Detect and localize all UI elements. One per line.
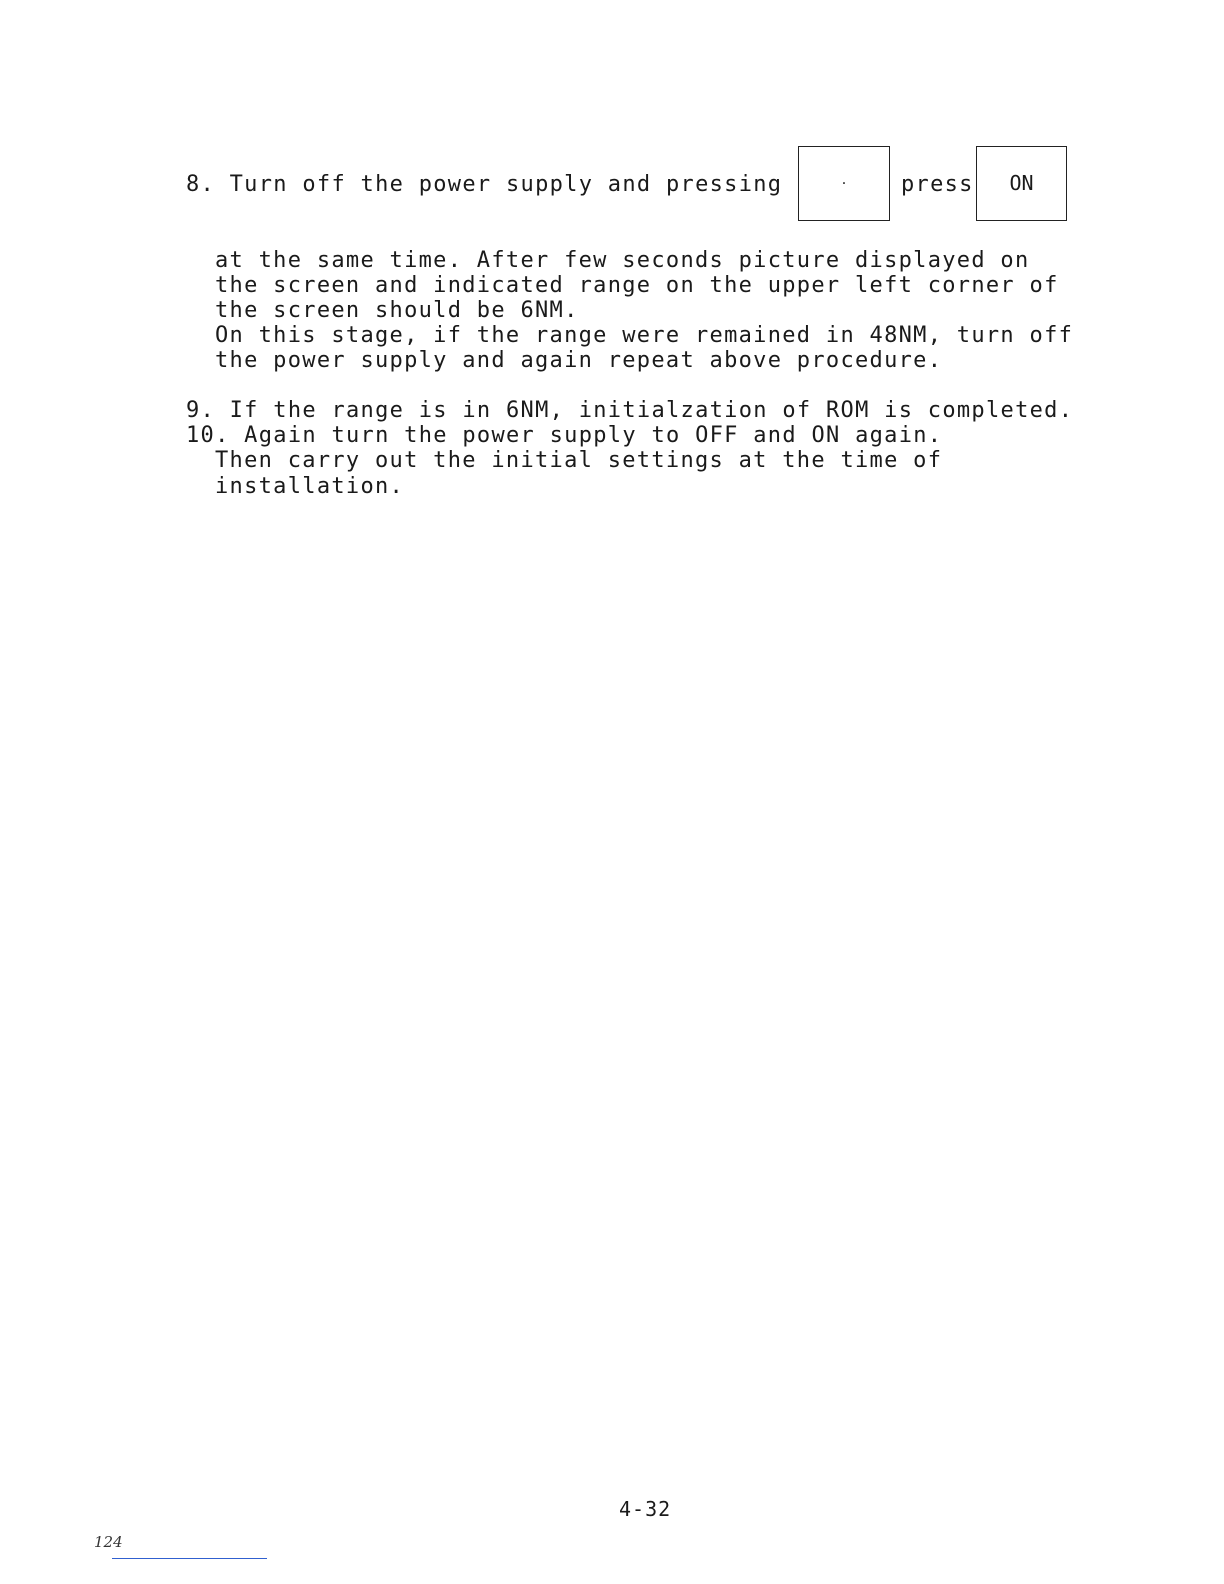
step8-line-1: at the same time. After few seconds picture displayed on — [215, 248, 1030, 273]
on-key-label: ON — [1009, 171, 1034, 195]
period-key-label: . — [840, 173, 848, 187]
step10-line-1: 10. Again turn the power supply to OFF and ON again. — [186, 423, 943, 448]
step8-line-3: the screen should be 6NM. — [215, 298, 579, 323]
step8-line-5: the power supply and again repeat above procedure. — [215, 348, 943, 373]
page-number: 4-32 — [619, 1497, 672, 1521]
step9-text: 9. If the range is in 6NM, initialzation of ROM is completed. — [186, 398, 1074, 423]
step8-line-4: On this stage, if the range were remained in 48NM, turn off — [215, 323, 1074, 348]
period-key-box — [798, 146, 890, 221]
step8-intro: 8. Turn off the power supply and pressing — [186, 172, 783, 197]
step8-line-2: the screen and indicated range on the upper left corner of — [215, 273, 1059, 298]
on-key-box — [976, 146, 1067, 221]
press-connector: press — [901, 172, 974, 197]
margin-note: 124 — [94, 1533, 123, 1551]
step10-line-2: Then carry out the initial settings at the time of — [215, 448, 943, 473]
bottom-rule — [112, 1558, 267, 1559]
step10-line-3: installation. — [215, 474, 405, 499]
